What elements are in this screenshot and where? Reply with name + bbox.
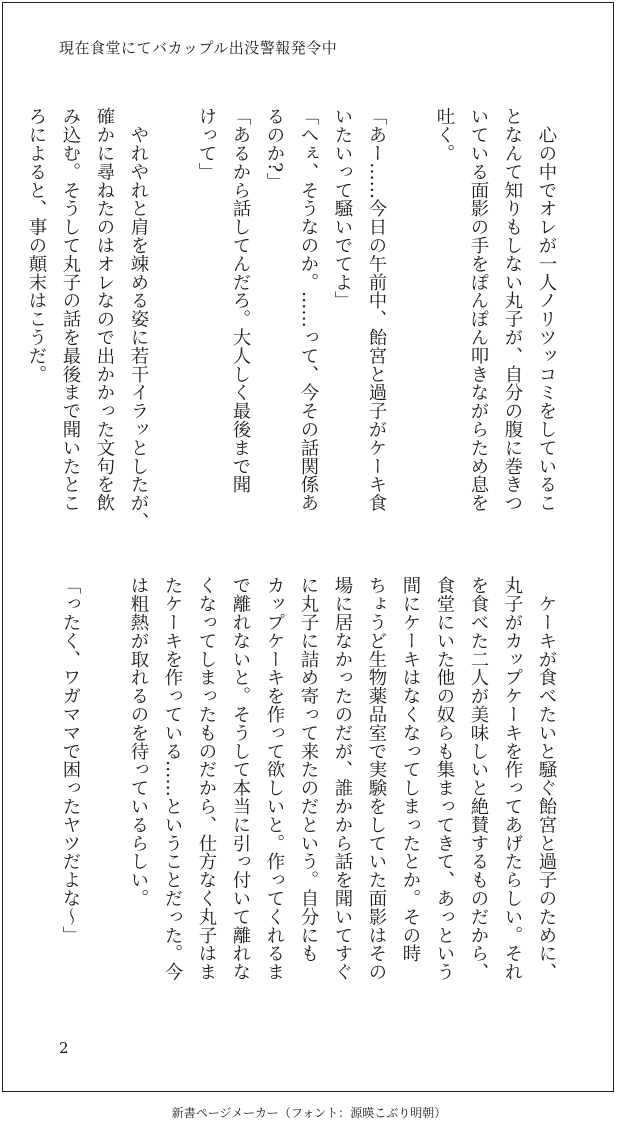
bottom-column-line: ちょうど生物薬品室で実験をしていた面影はその [366, 576, 387, 981]
bottom-column-line [87, 576, 121, 1026]
top-column-line: 吐く。 [434, 107, 455, 163]
top-column-line: いている面影の手をぽんぽん叩きながらため息を [468, 107, 489, 512]
bottom-column-line: 場に居なかったのだが、誰かから話を聞いてすぐ [332, 576, 353, 981]
bottom-column-line: 丸子がカップケーキを作ってあげたらしい。それ [502, 576, 523, 981]
top-column-line: となんて知りもしない丸子が、自分の腹に巻きつ [502, 107, 523, 512]
bottom-column-line: 「ったく、ワガママで困ったヤツだよな〜」 [60, 576, 81, 944]
top-column-line: けって」 [196, 107, 217, 181]
bottom-column-line: を食べた二人が美味しいと絶賛するものだから、 [468, 576, 489, 981]
bottom-column-line: くなってしまったものだから、仕方なく丸子はま [196, 576, 217, 981]
bottom-column-line: カップケーキを作って欲しいと。作ってくれるま [264, 576, 285, 981]
top-column-line: いたいって騒いでてよ」 [332, 107, 353, 310]
bottom-column-line: ケーキが食べたいと騒ぐ飴宮と過子のために、 [536, 576, 557, 981]
top-column-line: 「あるから話してんだろ。大人しく最後まで聞 [230, 107, 251, 494]
top-column-line: ろによると、事の顛末はこうだ。 [26, 107, 47, 383]
top-column-line: み込む。そうして丸子の話を最後まで聞いたとこ [60, 107, 81, 512]
top-column-line: るのか?」 [264, 107, 285, 191]
text-column-bottom [43, 576, 563, 1026]
top-column-line: 確かに尋ねたのはオレなので出かかった文句を飲 [94, 107, 115, 512]
top-column-line: 心の中でオレが一人ノリツッコミをしているこ [536, 107, 557, 512]
footer-credit: 新書ページメーカー（フォント：源暎こぶり明朝） [171, 1106, 447, 1120]
bottom-column-line: に丸子に詰め寄って来たのだという。自分にも [298, 576, 319, 963]
top-column-line: 「へぇ、そうなのか。……って、今その話関係あ [298, 107, 319, 512]
page-number: 2 [59, 1039, 69, 1057]
top-column-line: 「あー……今日の午前中、飴宮と過子がケーキ食 [366, 107, 387, 512]
bottom-column-line: で離れないと。そうして本当に引っ付いて離れな [230, 576, 251, 981]
top-column-line [393, 107, 427, 557]
top-column-line: やれやれと肩を竦める姿に若干イラッとしたが、 [128, 107, 149, 531]
text-column-top [26, 107, 563, 557]
bottom-column-line: たケーキを作っている……ということだった。今 [162, 576, 183, 981]
page-frame [2, 2, 614, 1092]
bottom-column-line: 間にケーキはなくなってしまったとか。その時 [400, 576, 421, 963]
top-column-line [155, 107, 189, 557]
bottom-column-line: は粗熱が取れるのを待っているらしい。 [128, 576, 149, 908]
chapter-title: 現在食堂にてバカップル出没警報発令中 [59, 39, 338, 57]
bottom-column-line: 食堂にいた他の奴らも集まってきて、あっという [434, 576, 455, 981]
